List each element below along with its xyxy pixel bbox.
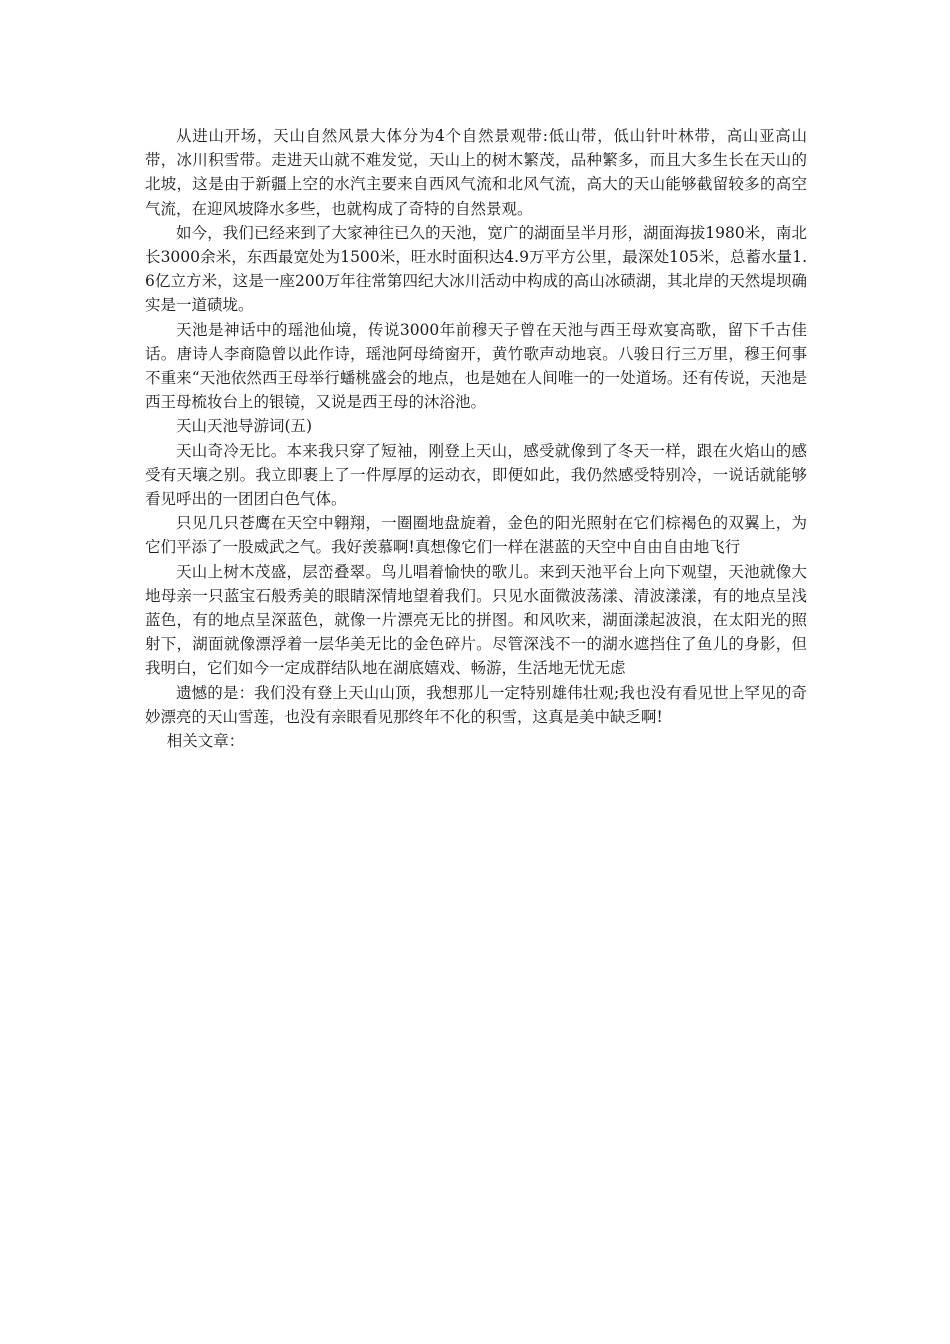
paragraph-regret: 遗憾的是：我们没有登上天山山顶，我想那儿一定特别雄伟壮观;我也没有看见世上罕见的奇妙漂亮的天山雪莲，也没有亲眼看见那终年不化的积雪，这真是美中缺乏啊! xyxy=(145,683,807,726)
paragraph-eagles: 只见几只苍鹰在天空中翱翔，一圈圈地盘旋着，金色的阳光照射在它们棕褐色的双翼上，为它们平添了一股威武之气。我好羡慕啊!真想像它们一样在湛蓝的天空中自由自由地飞行 xyxy=(145,514,807,557)
document-body xyxy=(145,124,807,753)
paragraph-scenery-zones: 从进山开场，天山自然风景大体分为4个自然景观带:低山带，低山针叶林带，高山亚高山带，冰川积雪带。走进天山就不难发觉，天山上的树木繁茂，品种繁多，而且大多生长在天山的北坡，这是由于新疆上空的水汽主要来自西风气流和北风气流，高大的天山能够截留较多的高空气流，在迎风坡降水多些，也就构成了奇特的自然景观。 xyxy=(145,127,807,218)
paragraph-legend: 天池是神话中的瑶池仙境，传说3000年前穆天子曾在天池与西王母欢宴高歌，留下千古佳话。唐诗人李商隐曾以此作诗，瑶池阿母绮窗开，黄竹歌声动地哀。八骏日行三万里，穆王何事不重来“天池依然西王母举行蟠桃盛会的地点，也是她在人间唯一的一处道场。还有传说，天池是西王母梳妆台上的银镜，又说是西王母的沐浴池。 xyxy=(145,320,807,412)
paragraph-tianchi-lake: 如今，我们已经来到了大家神往已久的天池，宽广的湖面呈半月形，湖面海拔1980米，南北长3000余米，东西最宽处为1500米，旺水时面积达4.9万平方公里，最深处105米，总蓄水量1.6亿立方米，这是一座200万年往常第四纪大冰川活动中构成的高山冰碛湖，其北岸的天然堤坝确实是一道碛垅。 xyxy=(145,223,807,315)
section-heading: 天山天池导游词(五) xyxy=(176,417,313,436)
paragraph-cold: 天山奇冷无比。本来我只穿了短袖，刚登上天山，感受就像到了冬天一样，跟在火焰山的感受有天壤之别。我立即裹上了一件厚厚的运动衣，即便如此，我仍然感受特别冷，一说话就能够看见呼出的一团团白色气体。 xyxy=(145,441,807,509)
paragraph-trees-lake: 天山上树木茂盛，层峦叠翠。鸟儿唱着愉快的歌儿。来到天池平台上向下观望，天池就像大地母亲一只蓝宝石般秀美的眼睛深情地望着我们。只见水面微波荡漾、清波漾漾，有的地点呈浅蓝色，有的地点呈深蓝色，就像一片漂亮无比的拼图。和风吹来，湖面漾起波浪，在太阳光的照射下，湖面就像漂浮着一层华美无比的金色碎片。尽管深浅不一的湖水遮挡住了鱼儿的身影，但我明白，它们如今一定成群结队地在湖底嬉戏、畅游，生活地无忧无虑 xyxy=(145,562,807,678)
related-articles-label: 相关文章： xyxy=(166,732,245,751)
